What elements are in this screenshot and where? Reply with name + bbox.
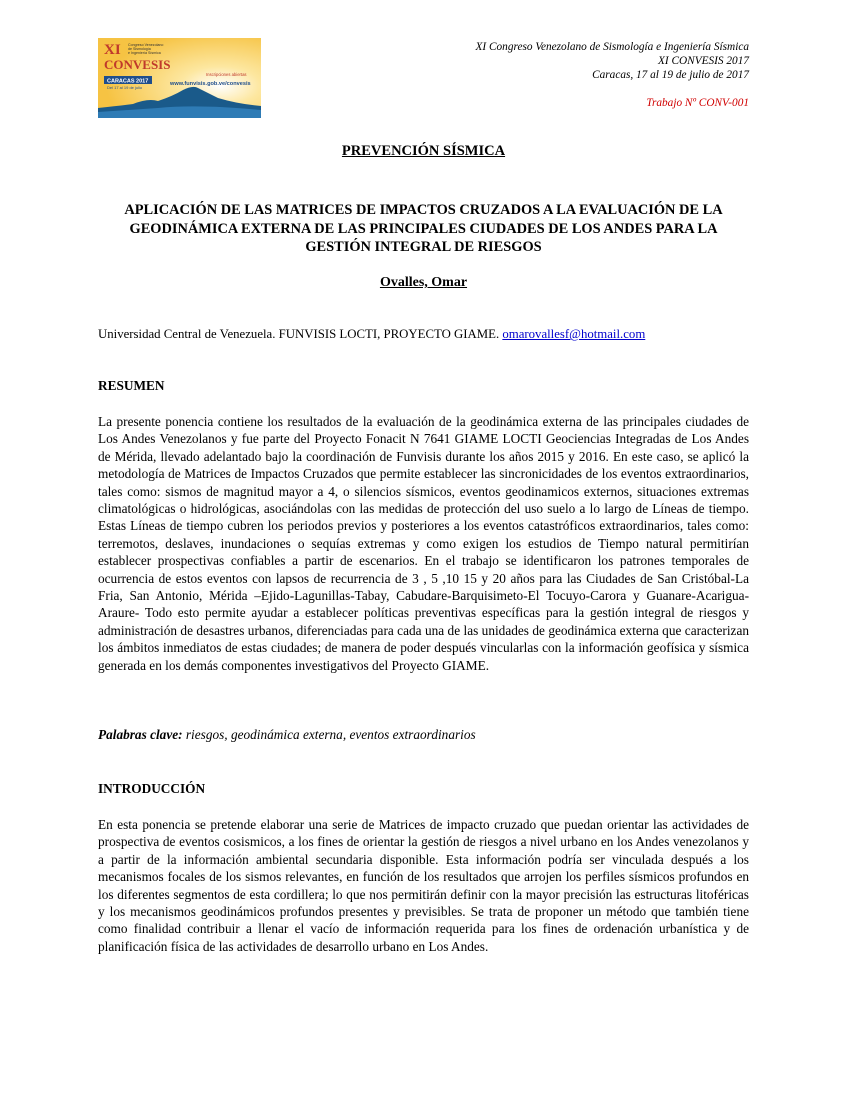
logo-small-2: de Sismología (128, 47, 151, 51)
logo-url: www.funvisis.gob.ve/convesis (170, 81, 251, 87)
paper-code: Trabajo Nº CONV-001 (646, 97, 749, 109)
affiliation (98, 327, 645, 342)
author-email-link[interactable]: omarovallesf@hotmail.com (502, 327, 646, 341)
introduction-heading: INTRODUCCIÓN (98, 781, 206, 796)
author: Ovalles, Omar (379, 275, 468, 290)
logo-dates: Del 17 al 19 de julio (107, 85, 143, 90)
convesis-logo-graphic (98, 38, 261, 118)
keywords-text: riesgos, geodinámica externa, eventos extraordinarios (182, 727, 476, 742)
logo-xi: XI (104, 42, 121, 58)
logo-city: CARACAS 2017 (107, 78, 149, 85)
logo-small-3: e Ingeniería Sísmica (128, 51, 161, 55)
affiliation-text: Universidad Central de Venezuela. FUNVISIS LOCTI, PROYECTO GIAME. (98, 327, 503, 341)
logo-registration: Inscripciones abiertas (206, 72, 247, 77)
logo-convesis: CONVESIS (104, 57, 171, 72)
section-title (98, 143, 749, 160)
section-title-text: PREVENCIÓN SÍSMICA (341, 143, 506, 159)
conference-logo (98, 38, 261, 118)
logo-small-1: Congreso Venezolano (128, 43, 164, 47)
header-line-2: XI CONVESIS 2017 (658, 55, 749, 67)
conference-header (476, 40, 750, 110)
header-line-3: Caracas, 17 al 19 de julio de 2017 (592, 69, 749, 81)
paper-title: APLICACIÓN DE LAS MATRICES DE IMPACTOS CRUZADOS A LA EVALUACIÓN DE LA GEODINÁMICA EXTERNA DE LAS PRINCIPALES CIUDADES DE LOS ANDES PARA LA GESTIÓN INTEGRAL DE RIESGOS (124, 202, 723, 255)
introduction-body: En esta ponencia se pretende elaborar una serie de Matrices de impacto cruzado que puedan orientar las actividades de prospectiva de eventos cosismicos, a los fines de orientar la gestión de riesgos a nivel urbano en los Andes venezolanos y a partir de la información ambiental secundaria disponible. Esta información podría ser vinculada después a los mecanismos focales de los sismos relevantes, en función de los resultados que arrojen los perfiles sísmicos profundos en los diferentes segmentos de esta cordillera; lo que nos permitirán definir con la mayor precisión las estructuras litoféricas y los mecanismos geodinámicos profundos presentes y previsibles. Se trata de proponer un método que también tiene como finalidad contribuir a llenar el vacío de información requerida para los fines de ordenación urbanística y de planificación física de las actividades de desarrollo urbano en Los Andes. (98, 817, 749, 954)
keywords-label: Palabras clave: (98, 727, 183, 742)
header-line-1: XI Congreso Venezolano de Sismología e Ingeniería Sísmica (475, 41, 749, 53)
abstract-heading: RESUMEN (98, 378, 165, 393)
keywords (98, 727, 476, 743)
abstract-body: La presente ponencia contiene los resultados de la evaluación de la geodinámica externa de las principales ciudades de Los Andes Venezolanos y fue parte del Proyecto Fonacit N 7641 GIAME LOCTI Geociencias Integradas de Los Andes de Mérida, llevado adelantado bajo la coordinación de Funvisis durante los años 2015 y 2016. En este caso, se aplicó la metodología de Matrices de Impactos Cruzados que permite establecer las sincronicidades de los eventos extraordinarios, tales como: sismos de magnitud mayor a 4, o silencios sísmicos, eventos geodinamicos externos, situaciones extremas climatológicas o hidrológicas, asociándolas con las medidas de protección del uso suelo a lo largo de Líneas de tiempo. Estas Líneas de tiempo cubren los periodos previos y posteriores a los eventos catastróficos extraordinarios, tales como: terremotos, deslaves, inundaciones o sequías extremas y como exigen los estudios de Tiempo natural permitirían establecer prospectivas confiables a partir de escenarios. En el trabajo se identificaron los patrones temporales de ocurrencia de estos eventos con lapsos de recurrencia de 3 , 5 ,10 15 y 20 años para las Ciudades de San Cristóbal-La Fria, San Antonio, Mérida –Ejido-Lagunillas-Tabay, Cabudare-Barquisimeto-El Tocuyo-Carora y Guanare-Acarigua-Araure- Todo esto permite ayudar a establecer políticas preventivas específicas para la gestión integral de riesgos y administración de desastres urbanos, diferenciadas para cada una de las unidades de geodinámica externa que caracterizan los ámbitos inmediatos de estas ciudades; de manera de poder después vincularlas con la información geofísica y sísmica generada en los demás componentes investigativos del Proyecto GIAME. (98, 414, 749, 673)
